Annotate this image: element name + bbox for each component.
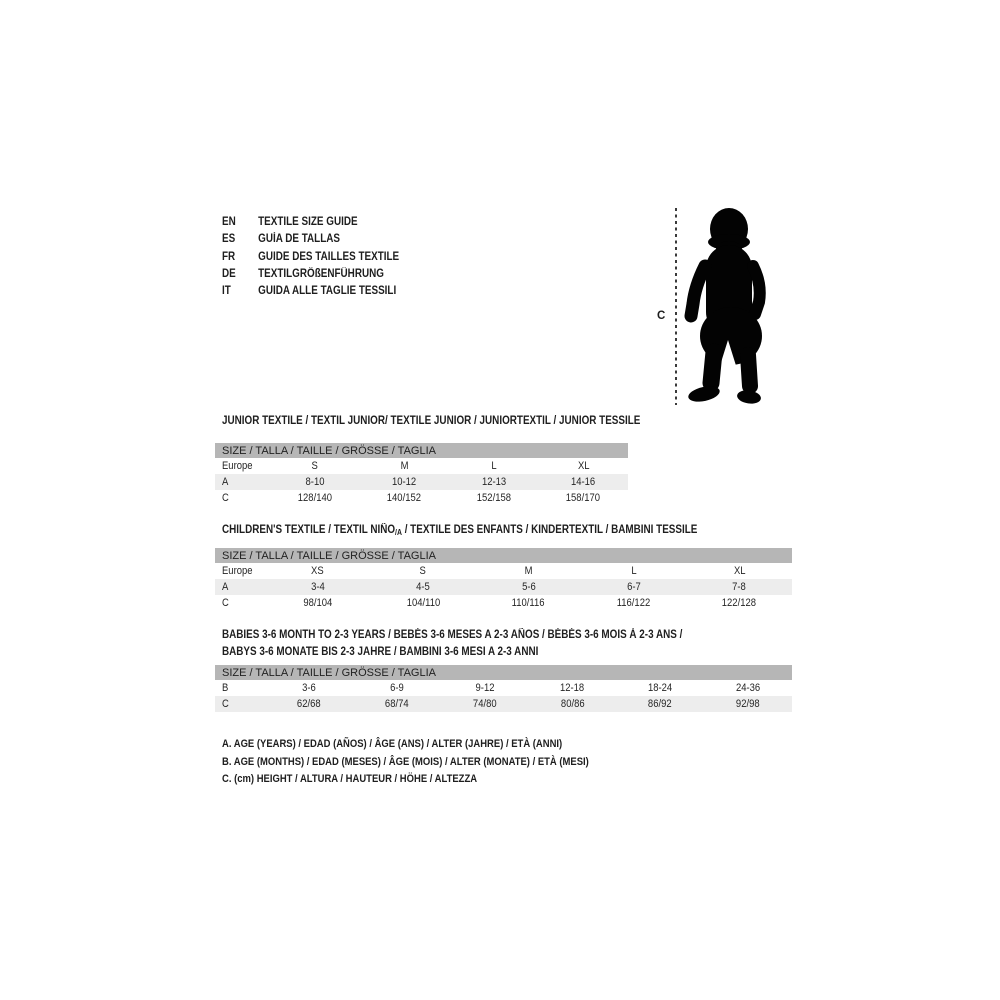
cell: 122/128 (722, 597, 757, 609)
children-table-grid (215, 548, 792, 611)
babies-title-line1: BABIES 3-6 MONTH TO 2-3 YEARS / BEBÉS 3-6 MESES A 2-3 AÑOS / BÉBÉS 3-6 MOIS À 2-3 ANS / (222, 629, 683, 641)
cell: 140/152 (387, 492, 422, 504)
cell: 3-4 (310, 581, 325, 593)
lang-row-fr (222, 249, 399, 266)
junior-table-title: JUNIOR TEXTILE / TEXTIL JUNIOR/ TEXTILE JUNIOR / JUNIORTEXTIL / JUNIOR TESSILE (222, 415, 641, 427)
lang-code: ES (222, 233, 236, 246)
babies-table-grid (215, 665, 792, 712)
table-row-age (215, 474, 628, 490)
table-row-height (215, 490, 628, 506)
cell: 4-5 (416, 581, 430, 593)
lang-label: GUIDA ALLE TAGLIE TESSILI (258, 285, 397, 298)
cell: 6-9 (389, 682, 404, 694)
row-label: C (222, 698, 229, 710)
size-header-label: SIZE / TALLA / TAILLE / GRÖSSE / TAGLIA (222, 444, 436, 457)
cell: XL (733, 565, 746, 577)
junior-table-grid (215, 443, 628, 506)
lang-code: DE (222, 267, 236, 280)
row-label: B (222, 682, 229, 694)
cell: 10-12 (392, 476, 417, 488)
table-row-europe (215, 563, 792, 579)
lang-label: TEXTILGRÖßENFÜHRUNG (258, 267, 384, 280)
gender-suffix: /A (395, 528, 402, 537)
cell: 92/98 (736, 698, 760, 710)
cell: 128/140 (297, 492, 332, 504)
lang-label: TEXTILE SIZE GUIDE (258, 216, 358, 228)
row-label: A (222, 581, 229, 593)
cell: 6-7 (627, 581, 641, 593)
cell: XL (577, 460, 590, 472)
lang-label: GUÍA DE TALLAS (258, 233, 340, 246)
lang-row-en (222, 214, 399, 231)
cell: 12-18 (560, 682, 585, 694)
cell: 110/116 (512, 597, 545, 609)
cell: 116/122 (617, 597, 651, 609)
toddler-silhouette-icon (687, 208, 762, 405)
size-header-bar (215, 443, 628, 458)
cell: S (419, 565, 427, 577)
row-label: A (222, 476, 229, 488)
size-header-label: SIZE / TALLA / TAILLE / GRÖSSE / TAGLIA (222, 666, 436, 679)
cell: 98/104 (303, 597, 333, 609)
size-header-label: SIZE / TALLA / TAILLE / GRÖSSE / TAGLIA (222, 549, 436, 562)
cell: 14-16 (571, 476, 596, 488)
lang-code: EN (222, 216, 236, 228)
size-header-bar (215, 548, 792, 563)
cell: 68/74 (384, 698, 409, 710)
table-row-months (215, 680, 792, 696)
cell: M (400, 460, 409, 472)
cell: 3-6 (302, 682, 316, 694)
footnotes (222, 736, 649, 789)
lang-row-it (222, 283, 399, 300)
lang-label: GUIDE DES TAILLES TEXTILE (258, 250, 400, 263)
language-guide (222, 214, 428, 300)
lang-code: IT (222, 285, 231, 298)
toddler-figure (650, 200, 780, 415)
cell: 24-36 (735, 682, 761, 694)
lang-row-es (222, 231, 399, 248)
cell: 86/92 (648, 698, 673, 710)
table-row-age (215, 579, 792, 595)
cell: XS (311, 565, 325, 577)
row-label: C (222, 597, 229, 609)
cell: L (631, 565, 637, 577)
cell: 152/158 (476, 492, 511, 504)
cell: 74/80 (472, 698, 497, 710)
lang-code: FR (222, 250, 236, 263)
cell: M (524, 565, 533, 577)
cell: 7-8 (732, 581, 747, 593)
size-header-bar (215, 665, 792, 680)
footnote-height: C. (cm) HEIGHT / ALTURA / HAUTEUR / HÖHE / ALTEZZA (222, 773, 478, 785)
cell: 9-12 (475, 682, 495, 694)
cell: 18-24 (648, 682, 673, 694)
cell: 5-6 (521, 581, 536, 593)
lang-row-de (222, 266, 399, 283)
row-label: Europe (222, 460, 253, 472)
cell: 12-13 (481, 476, 506, 488)
table-row-europe (215, 458, 628, 474)
cell: S (311, 460, 318, 472)
cell: 158/170 (566, 492, 601, 504)
cell: L (491, 460, 497, 472)
cell: 62/68 (297, 698, 321, 710)
row-label: Europe (222, 565, 253, 577)
table-row-height (215, 696, 792, 712)
cell: 80/86 (560, 698, 585, 710)
children-table-title: CHILDREN'S TEXTILE / TEXTIL $NIÑO_{/A}$ / TEXTILE DES ENFANTS / KINDERTEXTIL / BAMBINI TESSILE (222, 524, 698, 537)
babies-title-line2: BABYS 3-6 MONATE BIS 2-3 JAHRE / BAMBINI 3-6 MESI A 2-3 ANNI (222, 646, 539, 658)
babies-table-title (222, 627, 682, 661)
cell: 104/110 (406, 597, 440, 609)
height-label-c: C (657, 310, 666, 322)
table-row-height (215, 595, 792, 611)
row-label: C (222, 492, 229, 504)
cell: 8-10 (305, 476, 325, 488)
footnote-age-months: B. AGE (MONTHS) / EDAD (MESES) / ÂGE (MOIS) / ALTER (MONATE) / ETÀ (MESI) (222, 755, 589, 768)
footnote-age-years: A. AGE (YEARS) / EDAD (AÑOS) / ÂGE (ANS) / ALTER (JAHRE) / ETÀ (ANNI) (222, 738, 563, 750)
